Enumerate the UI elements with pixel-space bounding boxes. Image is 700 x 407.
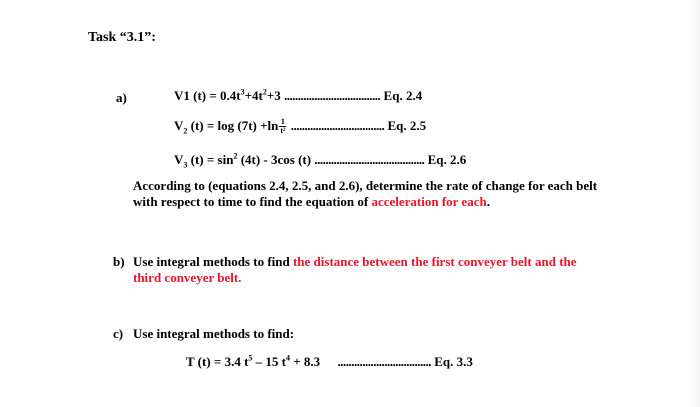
- eq4-ref: Eq. 3.3: [434, 354, 473, 369]
- eq3-sub: 3: [183, 160, 188, 170]
- eq3-dots: ........................................: [314, 152, 425, 167]
- eq4-sup2: 4: [286, 353, 291, 363]
- part-a-line1: According to (equations 2.4, 2.5, and 2.6), determine the rate of change for each belt: [133, 178, 598, 193]
- eq3-lhs: (t) = sin: [187, 152, 234, 167]
- part-b-line1: [133, 254, 577, 270]
- part-b-highlight: the distance between the first conveyer belt and the: [292, 254, 577, 269]
- equation-2-6: [174, 152, 466, 168]
- part-a-line2: [133, 194, 597, 210]
- eq2-ref: Eq. 2.5: [387, 118, 427, 133]
- part-a-line2-text: with respect to time to find the equation of: [133, 194, 372, 209]
- eq4-lhs: T (t) = 3.4 t: [186, 354, 249, 369]
- page-edge-shadow: [690, 0, 700, 407]
- equation-2-5: [174, 118, 426, 136]
- part-b-text: [133, 254, 577, 286]
- part-a-highlight: acceleration for each: [371, 194, 487, 209]
- equation-2-4: [174, 88, 422, 104]
- eq2-dots: ..................................: [290, 118, 385, 133]
- eq3-ref: Eq. 2.6: [427, 152, 467, 167]
- eq1-sup1: 3: [240, 87, 245, 97]
- eq4-sup1: 5: [248, 353, 253, 363]
- eq3-v: V: [174, 152, 184, 167]
- part-a-line2-end: .: [486, 194, 490, 209]
- task-title: Task “3.1”:: [88, 30, 156, 45]
- eq2-frac-num: 1: [280, 116, 285, 126]
- part-a-label: a): [116, 90, 127, 105]
- eq1-dots: ...................................: [284, 88, 381, 103]
- eq1-ref: Eq. 2.4: [383, 88, 423, 103]
- part-b-line1-text: Use integral methods to find: [133, 254, 293, 269]
- part-b-line2: third conveyer belt.: [133, 270, 242, 285]
- eq2-v: V: [174, 118, 184, 133]
- eq4-mid: – 15 t: [252, 354, 287, 369]
- eq1-end: +3: [266, 88, 281, 103]
- eq4-end: + 8.3: [290, 354, 321, 369]
- equation-3-3: [186, 354, 473, 370]
- eq2-sub: 2: [183, 126, 188, 136]
- part-a-instructions: [133, 178, 597, 210]
- eq1-mid: +4t: [244, 88, 263, 103]
- eq4-dots: ..................................: [337, 354, 431, 369]
- eq3-sup: 2: [233, 151, 238, 161]
- eq2-frac-den: t²: [280, 125, 286, 135]
- eq1-sup2: 2: [262, 87, 267, 97]
- eq1-lhs: V1 (t) = 0.4t: [174, 88, 241, 103]
- eq2-fraction: [279, 118, 286, 135]
- eq2-lhs: (t) = log (7t) +ln: [187, 118, 279, 133]
- part-b-label: b): [113, 254, 125, 269]
- part-c-label: c): [113, 326, 124, 341]
- part-c-line1: Use integral methods to find:: [133, 326, 295, 341]
- eq3-rest: (4t) - 3cos (t): [237, 152, 312, 167]
